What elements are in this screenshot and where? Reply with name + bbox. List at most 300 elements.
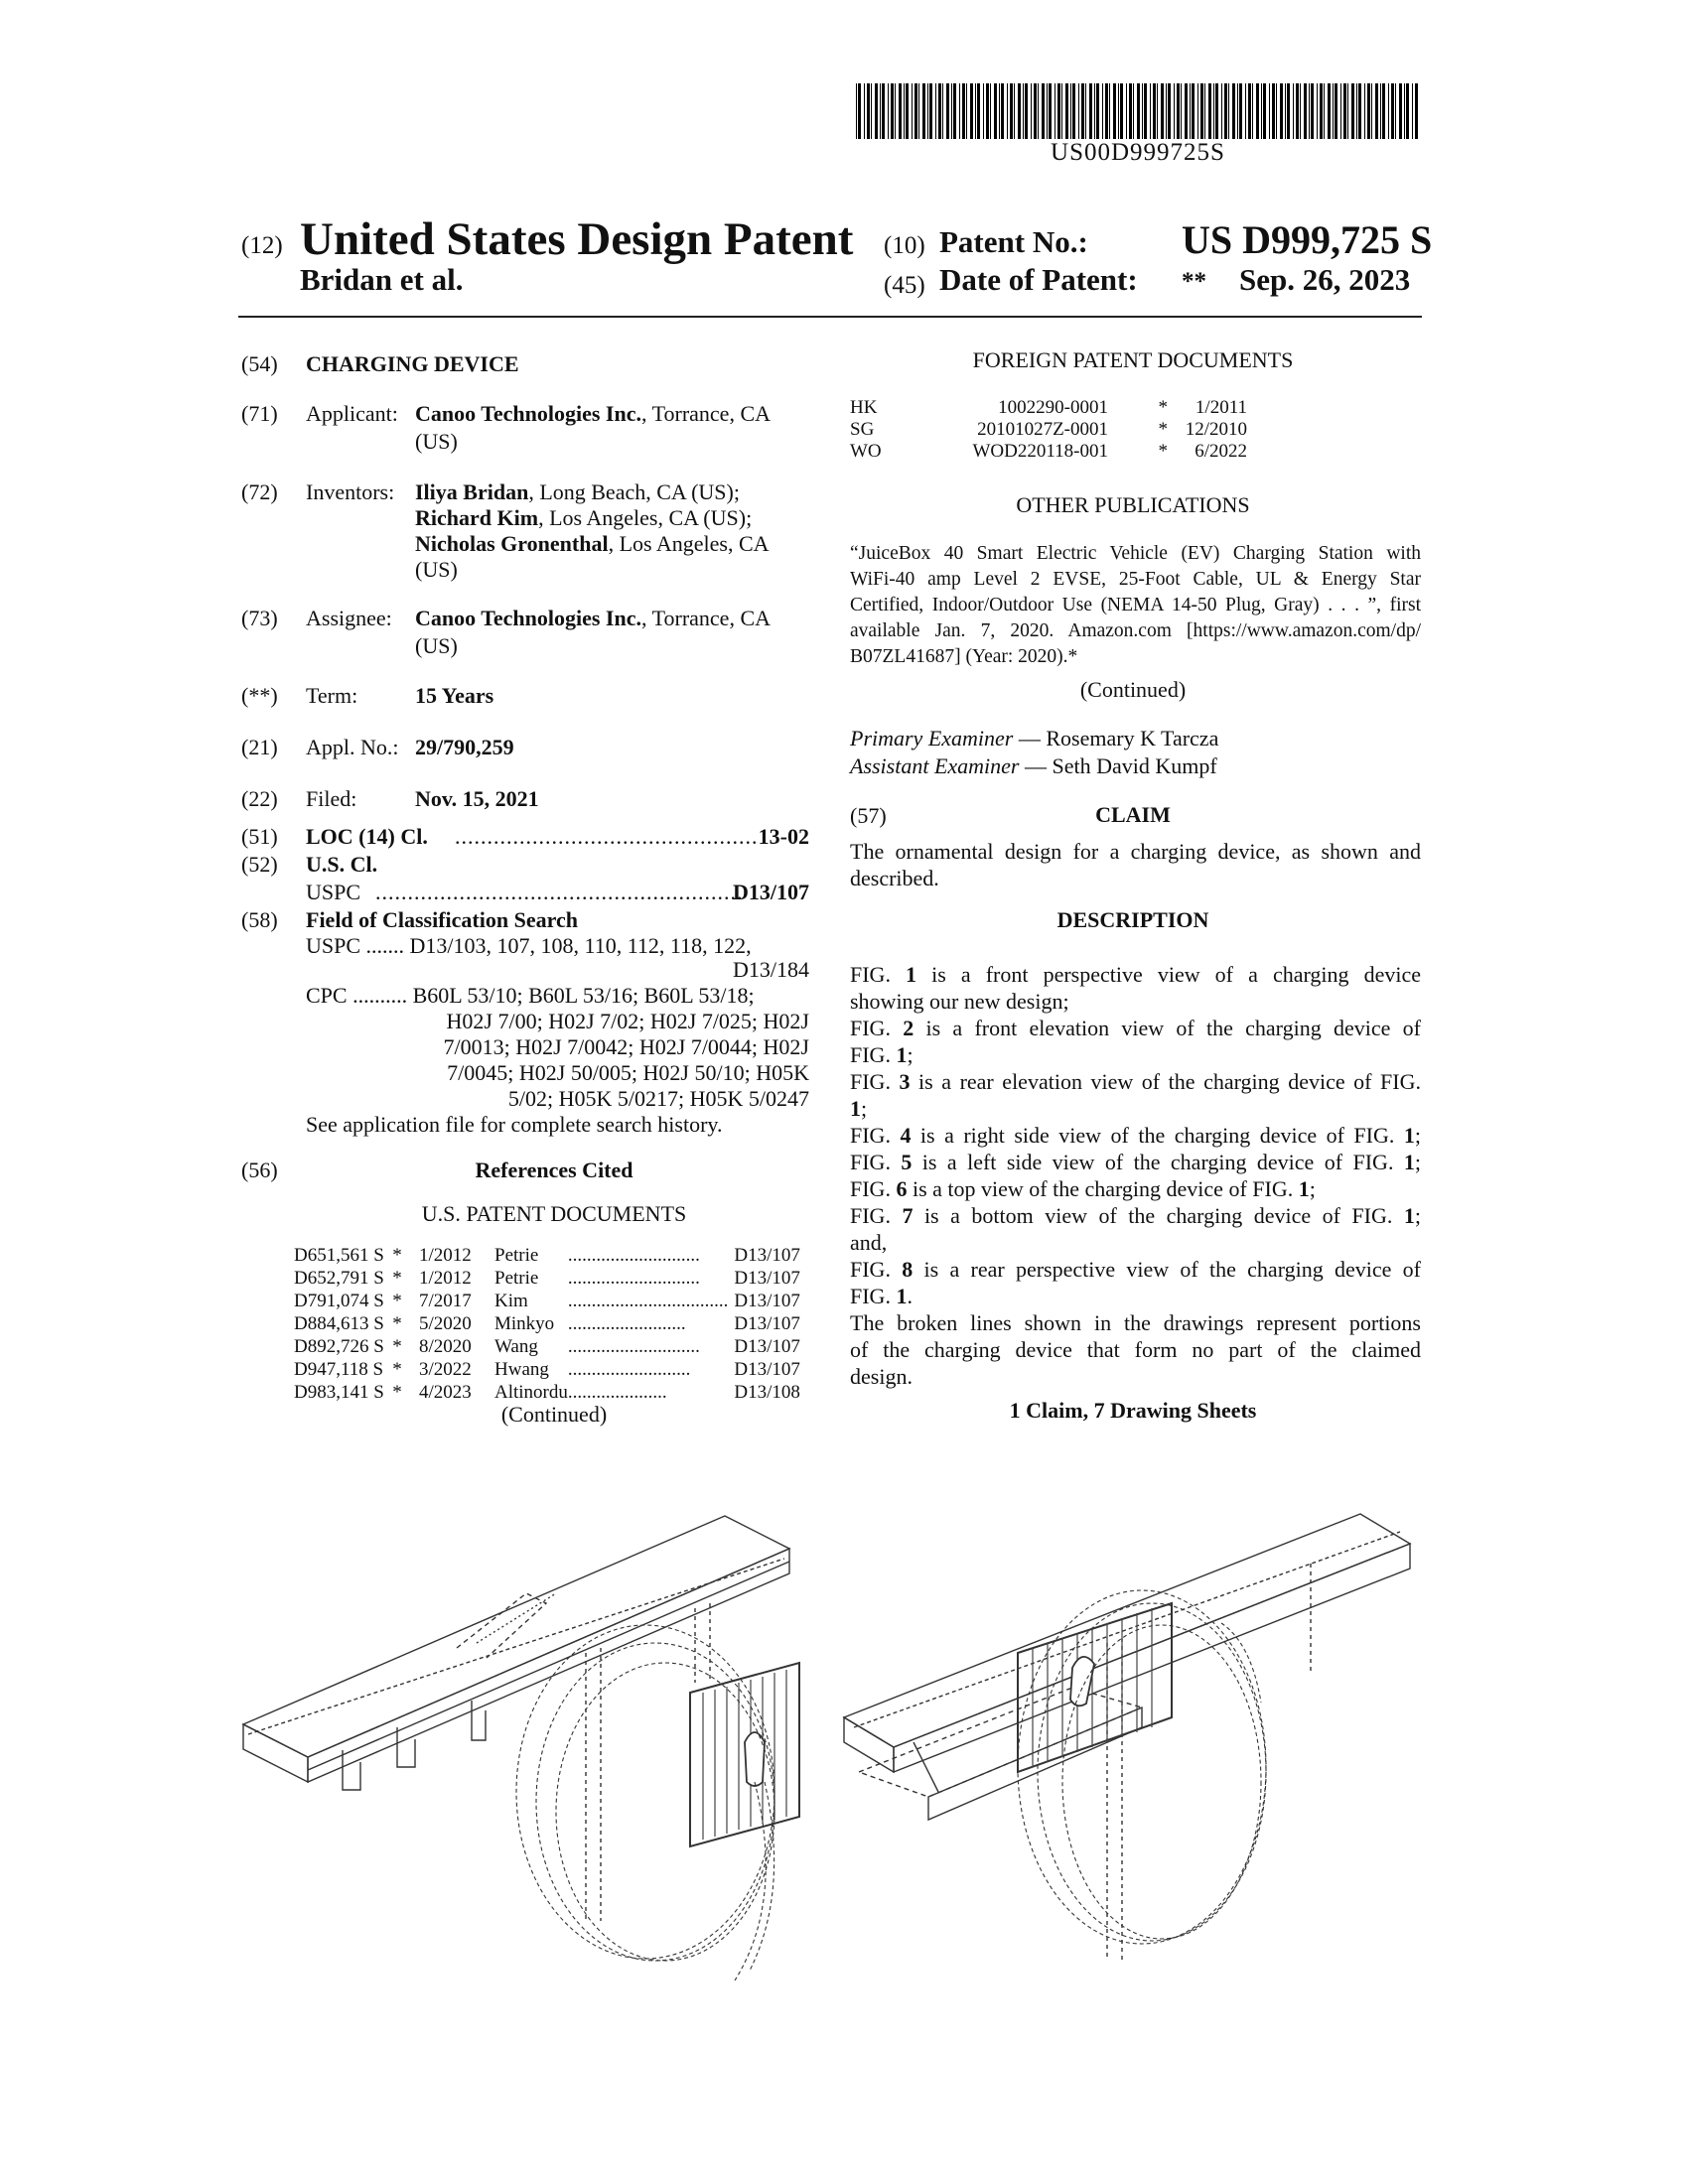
broken-lines-line-3: design. [850,1364,913,1389]
reference-num: D652,791 S [294,1268,384,1289]
barcode-bar [1340,83,1341,139]
other-publications-label: OTHER PUBLICATIONS [1016,492,1250,517]
description-text [850,961,1421,1390]
barcode-bar [1252,83,1253,139]
barcode-bar [1157,83,1158,139]
barcode-bar [1144,83,1147,139]
barcode-bar [906,83,909,139]
reference-num: D791,074 S [294,1291,384,1311]
reference-cls: D13/107 [734,1313,800,1334]
primary-examiner-name: — Rosemary K Tarcza [1013,726,1219,751]
reference-dots: ......................... [567,1313,686,1334]
foreign-doc-row [850,441,1247,463]
barcode-bar [1263,83,1266,139]
search-history-note: See application file for complete search history. [306,1112,723,1137]
header-rule [238,316,1422,318]
field-uspc-1: USPC ....... D13/103, 107, 108, 110, 112, 118, 122, [306,933,752,958]
reference-date: 7/2017 [419,1291,472,1311]
barcode-bar [1304,83,1307,139]
date-label: Date of Patent: [939,262,1138,297]
reference-cls: D13/107 [734,1336,800,1357]
patent-no-label: Patent No.: [939,224,1088,259]
barcode-bar [1089,83,1092,139]
fig4-line: FIG. 4 is a right side view of the charging device of FIG. 1; [850,1123,1421,1148]
reference-num: D884,613 S [294,1313,384,1334]
fig2-line-2: FIG. 1; [850,1042,914,1067]
barcode-bar [1324,83,1325,139]
references-cited-label: References Cited [475,1158,633,1182]
foreign-doc-star: * [1158,441,1168,462]
assistant-examiner-label: Assistant Examiner [850,753,1020,778]
foreign-doc-num: 20101027Z-0001 [977,419,1108,440]
inventor-1-name: Iliya Bridan [415,479,529,504]
foreign-docs-label: FOREIGN PATENT DOCUMENTS [972,347,1294,372]
us-class-label: U.S. Cl. [306,852,378,877]
reference-date: 3/2022 [419,1359,472,1380]
barcode-bar [1296,83,1299,139]
code-58: (58) [241,907,278,932]
reference-cls: D13/107 [734,1245,800,1266]
foreign-doc-row [850,419,1247,441]
barcode-bar [994,83,997,139]
inventor-2-name: Richard Kim [415,505,539,530]
loc-class-dots: ............................................... [455,824,759,849]
barcode-bar [1190,83,1191,139]
inventor-1-location: , Long Beach, CA (US); [528,479,740,504]
claim-label: CLAIM [1095,802,1171,827]
barcode-bar [880,83,881,139]
barcode-bar [867,83,870,139]
description-label: DESCRIPTION [1056,907,1209,932]
barcode-bar [999,83,1000,139]
barcode-bar [1391,83,1394,139]
barcode-bar [1102,83,1103,139]
foreign-doc-num: 1002290-0001 [998,397,1108,418]
reference-num: D983,141 S [294,1382,384,1403]
reference-num: D892,726 S [294,1336,384,1357]
barcode-bar [1245,83,1246,139]
barcode-bar [1038,83,1039,139]
reference-dots: .................................. [567,1291,729,1311]
code-73: (73) [241,606,278,630]
barcode-bar [1047,83,1048,139]
barcode-bar [1395,83,1396,139]
barcode-bar [1133,83,1134,139]
fig1-line-2: showing our new design; [850,989,1069,1014]
cpc-line-2: H02J 7/00; H02J 7/02; H02J 7/025; H02J [446,1009,809,1033]
uspc-row [306,878,809,907]
reference-dots: ..................... [567,1382,667,1403]
barcode-bar [1311,83,1314,139]
barcode-bar [1192,83,1195,139]
barcode-bar [1177,83,1180,139]
reference-dots: ............................ [567,1268,700,1289]
primary-examiner-label: Primary Examiner [850,726,1014,751]
barcode-bar [1049,83,1052,139]
field-search-label: Field of Classification Search [306,907,578,932]
barcode [856,83,1420,139]
uspc-dots: ......................................................... [375,880,744,904]
cpc-line-4: 7/0045; H02J 50/005; H02J 50/10; H05K [447,1060,809,1085]
document-number: US00D999725S [1051,139,1225,166]
field-uspc-2: D13/184 [733,957,809,982]
code-12: (12) [241,232,283,259]
foreign-doc-star: * [1158,419,1168,440]
barcode-bar [1237,83,1238,139]
barcode-bar [1168,83,1171,139]
broken-lines-line-1: The broken lines shown in the drawings represent portions [850,1310,1421,1335]
term-value: 15 Years [415,683,494,708]
barcode-bar [1204,83,1205,139]
code-45: (45) [884,272,925,299]
primary-examiner [850,725,1218,751]
reference-dots: ............................ [567,1336,700,1357]
barcode-bar [1208,83,1211,139]
barcode-bar [1118,83,1119,139]
barcode-bar [1181,83,1182,139]
rear-perspective-drawing [844,1514,1410,1961]
foreign-doc-cc: SG [850,419,875,440]
reference-name: Hwang [494,1359,549,1380]
reference-star: * [392,1336,402,1357]
barcode-bar [899,83,902,139]
fig5-line: FIG. 5 is a left side view of the charging device of FIG. 1; [850,1150,1421,1174]
reference-star: * [392,1359,402,1380]
code-71: (71) [241,401,278,426]
barcode-bar [1320,83,1323,139]
code-22: (22) [241,786,278,811]
barcode-bar [875,83,878,139]
reference-cls: D13/107 [734,1268,800,1289]
barcode-bar [975,83,976,139]
reference-row [294,1335,803,1358]
reference-star: * [392,1313,402,1334]
barcode-bar [1239,83,1242,139]
barcode-bar [942,83,943,139]
barcode-bar [1031,83,1032,139]
barcode-bar [1228,83,1229,139]
inventor-3-country: (US) [415,557,458,582]
barcode-bar [1094,83,1095,139]
reference-name: Minkyo [494,1313,555,1334]
barcode-bar [1153,83,1156,139]
reference-name: Petrie [494,1245,539,1266]
us-patent-docs-label: U.S. PATENT DOCUMENTS [421,1201,687,1226]
reference-star: * [392,1245,402,1266]
loc-class-label: LOC (14) Cl. [306,824,428,849]
barcode-bar [1174,83,1175,139]
barcode-bar [1221,83,1222,139]
barcode-bar [1185,83,1188,139]
barcode-bar [1065,83,1068,139]
barcode-bar [1380,83,1381,139]
inventor-3 [415,529,770,559]
barcode-bar [1213,83,1214,139]
assistant-examiner-name: — Seth David Kumpf [1019,753,1217,778]
inventors-short: Bridan et al. [300,262,464,297]
uspc-value: D13/107 [733,880,809,904]
code-56: (56) [241,1158,278,1182]
barcode-bar [1023,83,1024,139]
barcode-bar [914,83,917,139]
reference-date: 1/2012 [419,1268,472,1289]
claims-sheets-count: 1 Claim, 7 Drawing Sheets [1009,1398,1257,1423]
barcode-bar [1150,83,1151,139]
barcode-bar [1364,83,1365,139]
barcode-bar [1072,83,1075,139]
barcode-bar [1224,83,1227,139]
date-marker: ** [1182,268,1206,295]
barcode-bar [1412,83,1413,139]
barcode-bar [871,83,872,139]
barcode-bar [1356,83,1357,139]
reference-name: Petrie [494,1268,539,1289]
reference-date: 1/2012 [419,1245,472,1266]
broken-lines-line-2: of the charging device that form no part of the claimed [850,1337,1421,1362]
invention-title: CHARGING DEVICE [306,351,519,376]
barcode-bar [1269,83,1270,139]
code-72: (72) [241,479,278,504]
barcode-bar [1399,83,1402,139]
barcode-bar [1057,83,1060,139]
code-51: (51) [241,824,278,849]
barcode-bar [1358,83,1361,139]
foreign-doc-cc: WO [850,441,882,462]
barcode-bar [1351,83,1354,139]
applicant-location: , Torrance, CA [641,401,772,426]
barcode-bar [1371,83,1372,139]
barcode-bar [1309,83,1310,139]
barcode-bar [1293,83,1294,139]
barcode-bar [904,83,905,139]
reference-row [294,1290,803,1312]
barcode-bar [912,83,913,139]
foreign-doc-date: 1/2011 [1195,397,1247,418]
code-10: (10) [884,232,925,259]
barcode-bar [1137,83,1140,139]
filed-label: Filed: [306,786,357,811]
applicant-country: (US) [415,429,458,454]
barcode-bar [1078,83,1079,139]
refs-continued: (Continued) [500,1402,608,1427]
barcode-bar [1126,83,1127,139]
reference-cls: D13/107 [734,1291,800,1311]
barcode-bar [1129,83,1132,139]
barcode-bar [946,83,949,139]
cpc-line-1: CPC .......... B60L 53/10; B60L 53/16; B60L 53/18; [306,983,755,1008]
barcode-bar [895,83,896,139]
barcode-bar [951,83,952,139]
code-57: (57) [850,803,887,828]
fig7-line-1: FIG. 7 is a bottom view of the charging device of FIG. 1; [850,1203,1422,1228]
assignee-name: Canoo Technologies Inc. [415,606,641,630]
claim-line-1: The ornamental design for a charging device, as shown and [850,839,1421,864]
foreign-doc-star: * [1158,397,1168,418]
fig7-line-2: and, [850,1230,888,1255]
cpc-line-5: 5/02; H05K 5/0217; H05K 5/0247 [507,1086,809,1111]
barcode-bar [935,83,936,139]
patent-date: Sep. 26, 2023 [1239,262,1411,297]
reference-name: Wang [494,1336,538,1357]
barcode-bar [1300,83,1301,139]
barcode-bar [1113,83,1116,139]
barcode-bar [1109,83,1110,139]
publication-line-5: B07ZL41687] (Year: 2020).* [850,646,1078,667]
barcode-bar [1317,83,1318,139]
barcode-bar [970,83,973,139]
reference-num: D651,561 S [294,1245,384,1266]
barcode-bar [1070,83,1071,139]
publication-line-2: WiFi-40 amp Level 2 EVSE, 25-Foot Cable, UL & Energy Star [850,569,1421,590]
reference-date: 5/2020 [419,1313,472,1334]
patent-drawings [228,1444,1440,2020]
barcode-bar [1034,83,1037,139]
reference-row [294,1358,803,1381]
publication-line-4: available Jan. 7, 2020. Amazon.com [https://www.amazon.com/dp/ [850,620,1421,641]
barcode-bar [966,83,967,139]
code-52: (52) [241,852,278,877]
barcode-bar [1382,83,1385,139]
barcode-bar [1010,83,1013,139]
barcode-bar [1333,83,1334,139]
reference-row [294,1244,803,1267]
front-perspective-drawing [243,1516,799,1980]
fig3-line-2: 1; [850,1096,868,1121]
reference-name: Altinordu [494,1382,568,1403]
fig6-line: FIG. 6 is a top view of the charging device of FIG. 1; [850,1176,1316,1201]
code-21: (21) [241,735,278,759]
claim-line-2: described. [850,866,939,890]
barcode-bar [927,83,928,139]
barcode-bar [962,83,965,139]
barcode-bar [1120,83,1123,139]
foreign-doc-row [850,397,1247,419]
barcode-bar [1375,83,1378,139]
patent-number: US D999,725 S [1182,217,1433,262]
foreign-doc-num: WOD220118-001 [972,441,1108,462]
reference-cls: D13/108 [734,1382,800,1403]
fig8-line-1: FIG. 8 is a rear perspective view of the charging device of [850,1257,1422,1282]
barcode-bar [888,83,889,139]
inventor-3-name: Nicholas Gronenthal [415,531,609,556]
barcode-bar [1347,83,1348,139]
applicant-name: Canoo Technologies Inc. [415,401,641,426]
assistant-examiner [850,752,1217,779]
other-publication [850,541,1421,670]
barcode-bar [1001,83,1004,139]
pubs-continued: (Continued) [1079,677,1187,702]
barcode-bar [1343,83,1346,139]
barcode-bar [856,83,857,139]
reference-row [294,1267,803,1290]
appl-no-label: Appl. No.: [306,735,399,759]
barcode-bar [882,83,885,139]
barcode-bar [986,83,989,139]
barcode-bar [959,83,960,139]
barcode-bar [1200,83,1203,139]
barcode-bar [1166,83,1167,139]
appl-no-value: 29/790,259 [415,735,514,759]
barcode-bar [1285,83,1286,139]
barcode-bar [983,83,984,139]
barcode-bar [1081,83,1084,139]
barcode-bar [1061,83,1062,139]
barcode-bar [864,83,865,139]
reference-star: * [392,1268,402,1289]
inventor-3-location: , Los Angeles, CA [608,531,770,556]
barcode-bar [1328,83,1331,139]
us-references-table [294,1244,803,1404]
inventor-2-location: , Los Angeles, CA (US); [538,505,753,530]
barcode-bar [1256,83,1259,139]
foreign-docs-table [850,397,1247,463]
reference-star: * [392,1382,402,1403]
barcode-bar [977,83,980,139]
barcode-bar [929,83,932,139]
barcode-bar [1018,83,1021,139]
barcode-bar [1042,83,1045,139]
barcode-bar [938,83,941,139]
reference-num: D947,118 S [294,1359,384,1380]
barcode-bar [1367,83,1370,139]
fig1-line-1: FIG. 1 is a front perspective view of a charging device [850,962,1421,987]
reference-row [294,1312,803,1335]
barcode-bar [953,83,956,139]
barcode-bar [922,83,925,139]
barcode-bar [1406,83,1409,139]
term-label: Term: [306,683,358,708]
assignee [415,604,771,633]
foreign-doc-cc: HK [850,397,878,418]
barcode-bar [1215,83,1218,139]
barcode-bar [1197,83,1198,139]
barcode-bar [1025,83,1028,139]
barcode-bar [1232,83,1235,139]
uspc-label: USPC [306,880,361,904]
barcode-bar [1096,83,1099,139]
barcode-bar [1276,83,1277,139]
barcode-bar [1280,83,1283,139]
barcode-bar [1415,83,1418,139]
inventors-label: Inventors: [306,479,395,504]
assignee-label: Assignee: [306,606,392,630]
barcode-bar [1335,83,1337,139]
reference-cls: D13/107 [734,1359,800,1380]
claim-text [850,838,1421,891]
reference-date: 8/2020 [419,1336,472,1357]
publication-line-3: Certified, Indoor/Outdoor Use (NEMA 14-50 Plug, Gray) . . . ”, first [850,595,1421,615]
foreign-doc-date: 12/2010 [1185,419,1247,440]
loc-class-value: 13-02 [758,824,809,849]
assignee-country: (US) [415,633,458,658]
code-54: (54) [241,351,278,376]
barcode-bar [1388,83,1389,139]
barcode-bar [1272,83,1275,139]
barcode-bar [1404,83,1405,139]
reference-dots: .......................... [567,1359,691,1380]
fig8-line-2: FIG. 1. [850,1284,913,1308]
barcode-bar [990,83,991,139]
reference-name: Kim [494,1291,528,1311]
publication-line-1: “JuiceBox 40 Smart Electric Vehicle (EV) Charging Station with [850,543,1421,564]
reference-star: * [392,1291,402,1311]
applicant [415,399,771,429]
barcode-bar [858,83,861,139]
barcode-bar [918,83,919,139]
barcode-bar [1287,83,1290,139]
barcode-bar [1248,83,1251,139]
document-type-title: United States Design Patent [300,213,854,265]
